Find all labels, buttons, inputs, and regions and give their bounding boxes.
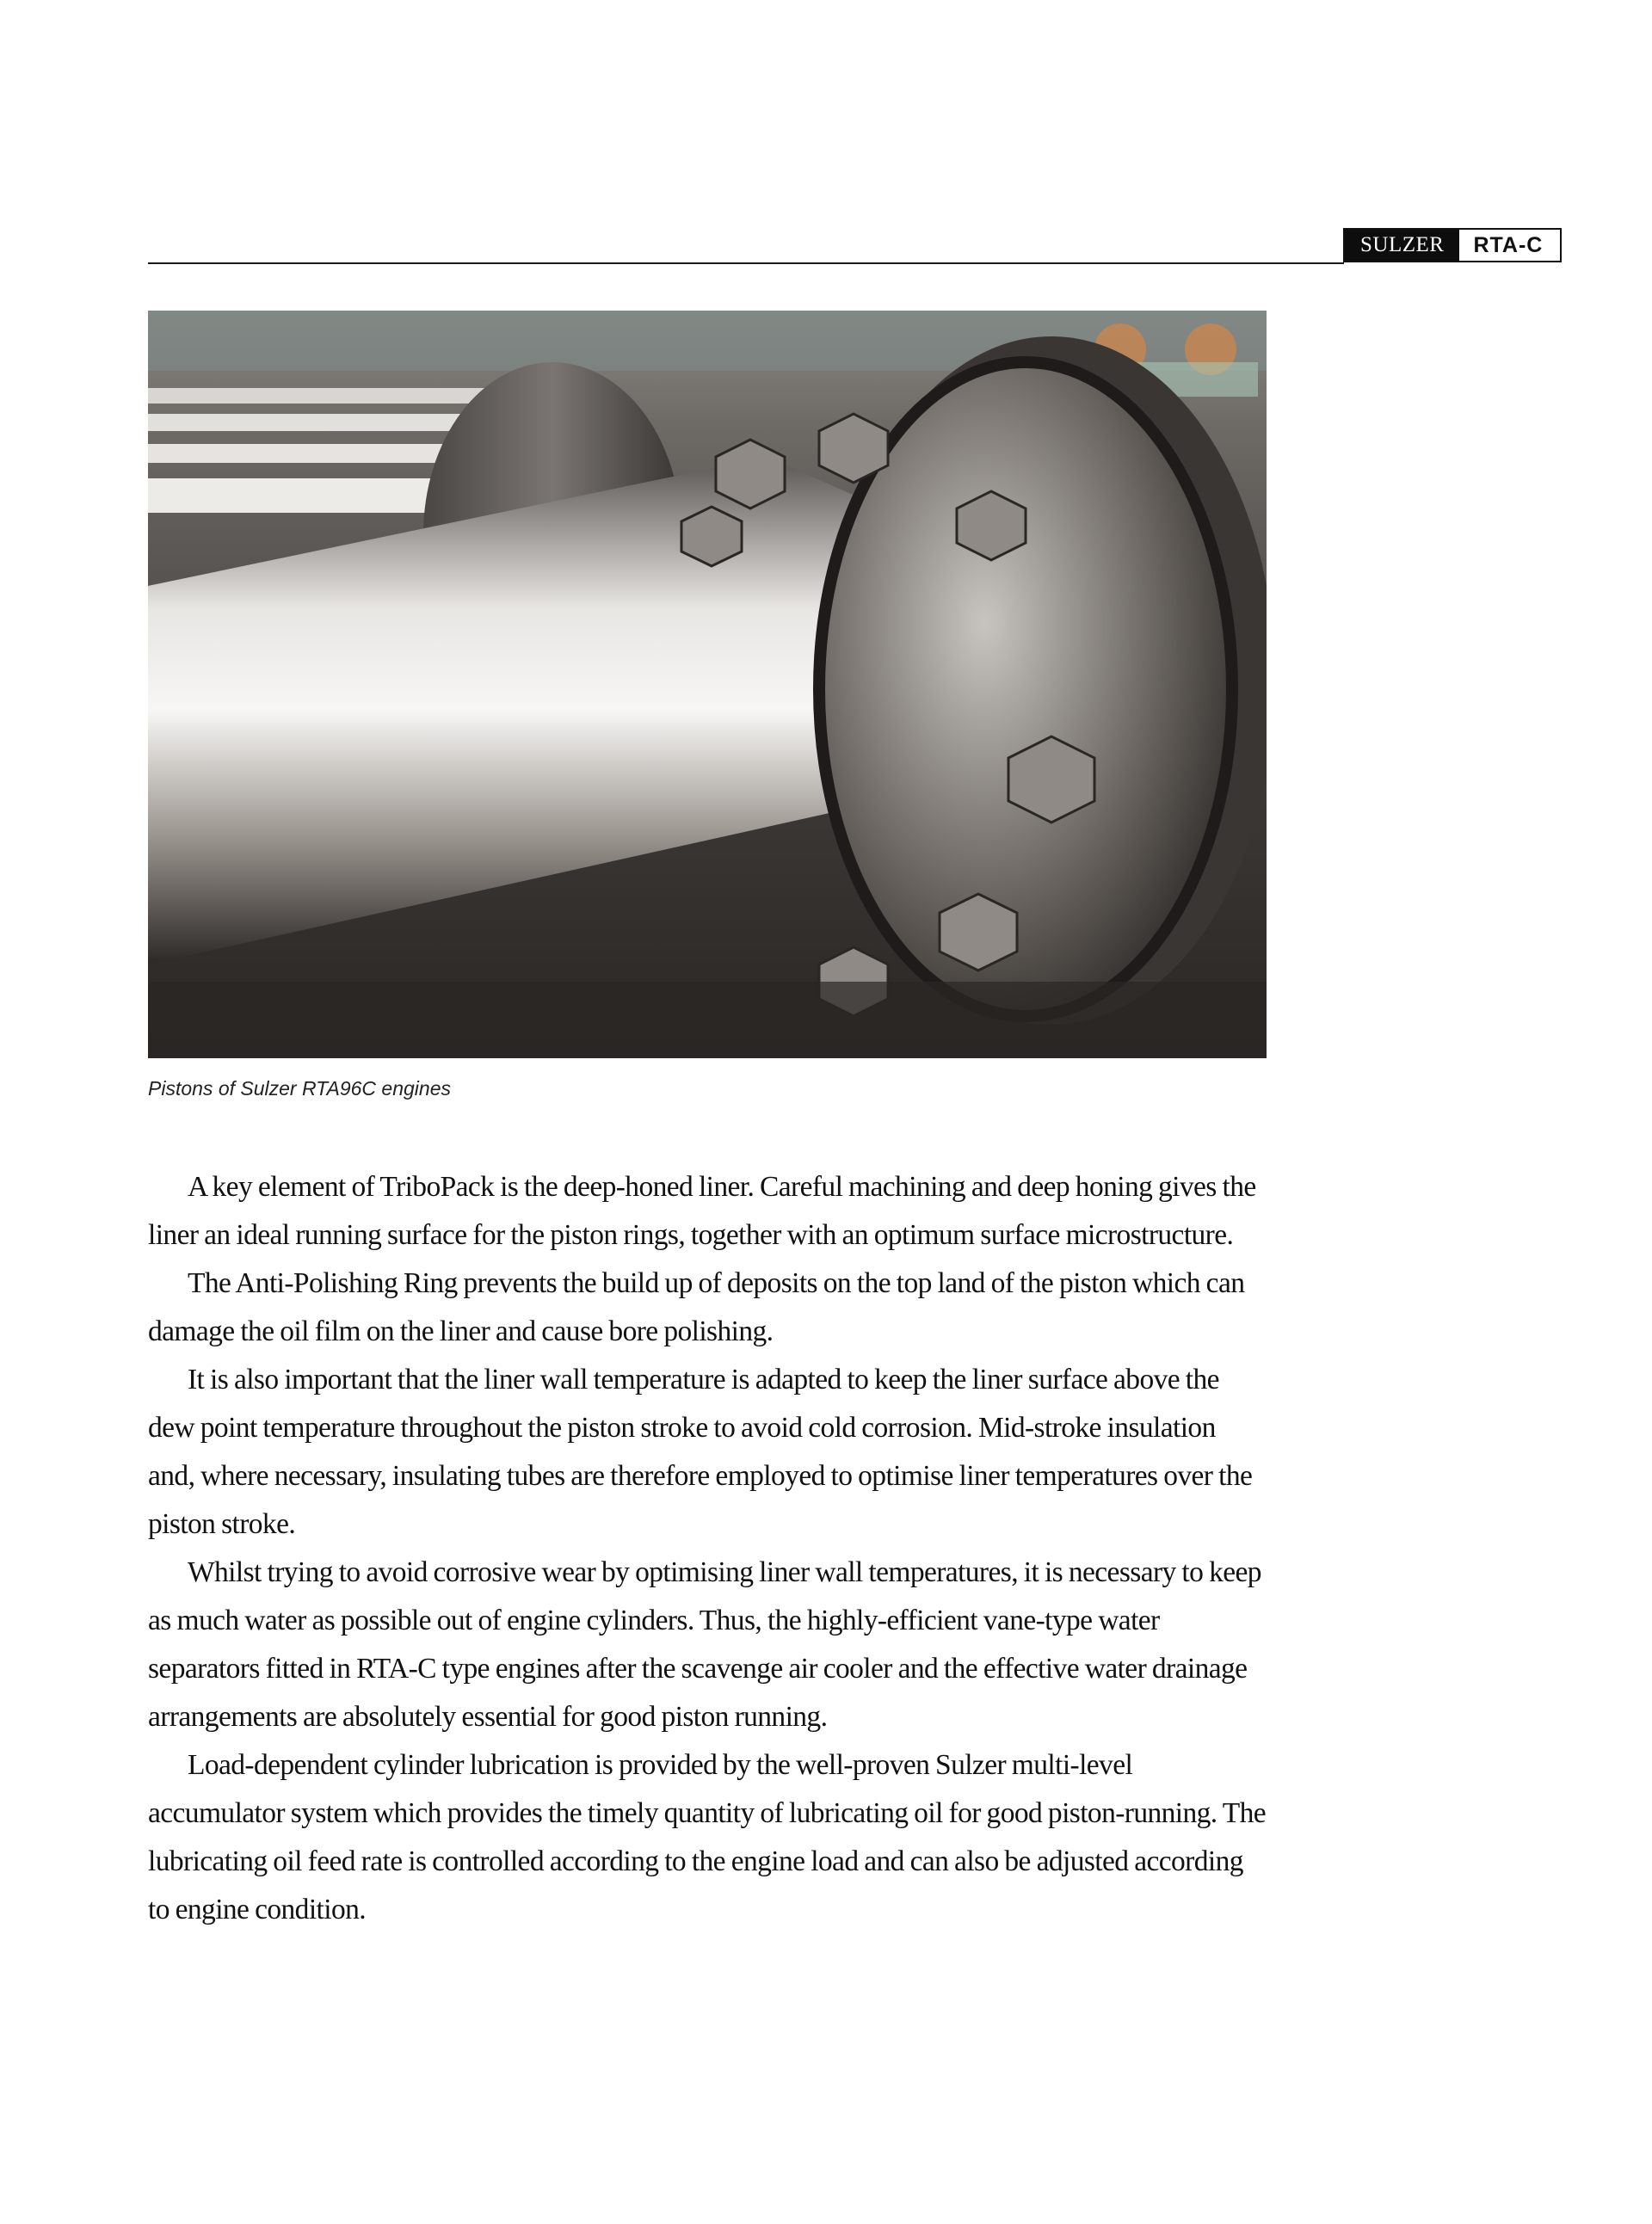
brand-logo: SULZER — [1345, 230, 1459, 261]
body-text — [148, 1163, 1267, 1934]
piston-photo — [148, 311, 1267, 1058]
paragraph-cylinder-lubrication: Load-dependent cylinder lubrication is provided by the well-proven Sulzer multi-level accumulator system which provides the timely quantity of lubricating oil for good piston-running. The lubricating oil feed rate is controlled according to the engine load and can also be adjusted according to engine condition. — [148, 1749, 1267, 1925]
paragraph-liner-temperature: It is also important that the liner wall temperature is adapted to keep the liner surface above the dew point temperature throughout the piston stroke to avoid cold corrosion. Mid-stroke insulation and, where necessary, insulating tubes are therefore employed to optimise liner temperatures over the piston stroke. — [148, 1364, 1253, 1540]
engine-model-label: RTA-C — [1459, 230, 1560, 261]
photo-caption: Pistons of Sulzer RTA96C engines — [148, 1077, 451, 1100]
paragraph-tribopack-liner: A key element of TriboPack is the deep-honed liner. Careful machining and deep honing gives the liner an ideal running surface for the piston rings, together with an optimum surface microstructure. — [148, 1171, 1256, 1251]
piston-photo-illustration — [148, 311, 1267, 1058]
paragraph-anti-polishing-ring: The Anti-Polishing Ring prevents the build up of deposits on the top land of the piston which can damage the oil film on the liner and cause bore polishing. — [148, 1267, 1245, 1347]
brand-header — [1343, 228, 1562, 262]
paragraph-water-separation: Whilst trying to avoid corrosive wear by optimising liner wall temperatures, it is necessary to keep as much water as possible out of engine cylinders. Thus, the highly-efficient vane-type water separators fitted in RTA-C type engines after the scavenge air cooler and the effective water drainage arrangements are absolutely essential for good piston running. — [148, 1556, 1261, 1733]
header-rule — [148, 262, 1344, 264]
